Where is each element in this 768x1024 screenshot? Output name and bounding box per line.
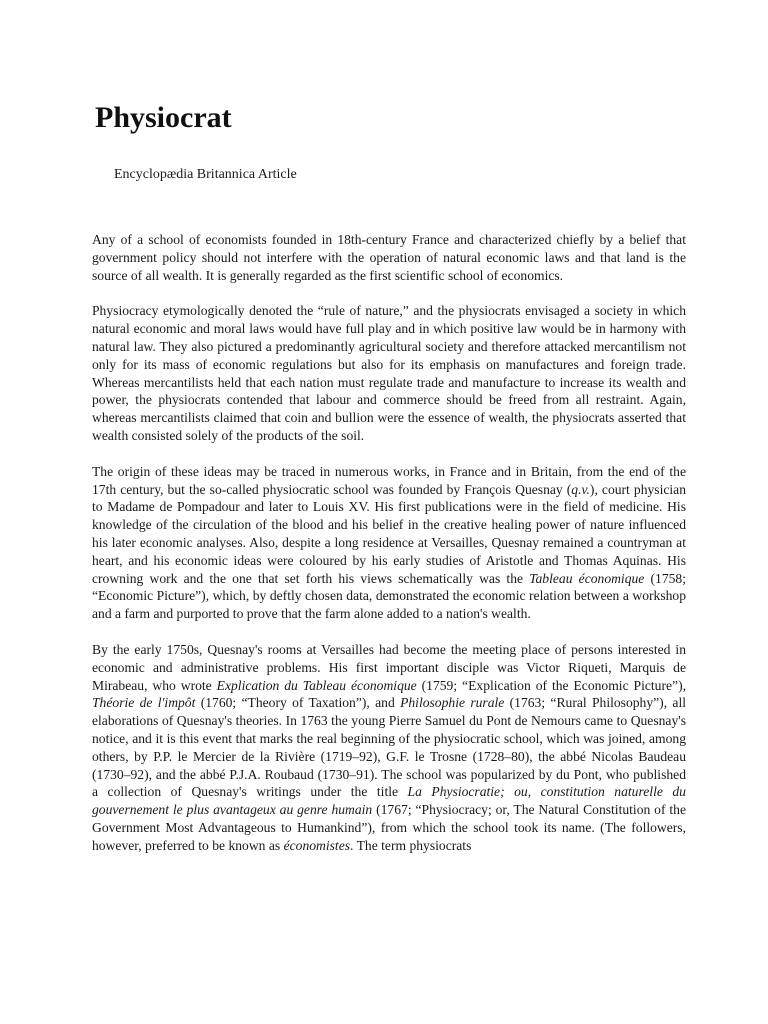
paragraph-3-text-a: The origin of these ideas may be traced in numerous works, in France and in Britain, from the end of the 17th century, but the so-called physiocratic school was founded by François Quesnay ( xyxy=(92,463,686,497)
paragraph-1: Any of a school of economists founded in 18th-century France and characterized chiefly by a belief that government policy should not interfere with the operation of natural economic laws and that land is the source of all wealth. It is generally regarded as the first scientific school of economics. xyxy=(92,232,686,283)
explication-title: Explication du Tableau économique xyxy=(216,677,417,693)
theorie-title: Théorie de l'impôt xyxy=(92,695,196,711)
paragraph-3-text-c: (1758; “Economic Picture”), which, by deftly chosen data, demonstrated the economic relation between a workshop and a farm and purported to prove that the farm alone added to a nation's wealth. xyxy=(92,570,686,622)
document-subtitle: Encyclopædia Britannica Article xyxy=(114,167,297,182)
paragraph-2: Physiocracy etymologically denoted the “rule of nature,” and the physiocrats envisaged a society in which natural economic and moral laws would have full play and in which positive law would be in harmony with natural law. They also pictured a predominantly agricultural society and therefore attacked mercantilism not only for its mass of economic regulations but also for its emphasis on manufactures and foreign trade. Whereas mercantilists held that each nation must regulate trade and manufacture to increase its wealth and power, the physiocrats contended that labour and commerce should be freed from all restraint. Again, whereas mercantilists claimed that coin and bullion were the essence of wealth, the physiocrats asserted that wealth consisted solely of the products of the soil. xyxy=(92,303,686,443)
qv-reference: q.v. xyxy=(571,481,590,497)
physiocratie-title: La Physiocratie; ou, constitution naturelle du gouvernement le plus avantageux au genre humain xyxy=(92,784,686,818)
paragraph-4-text-f: . The term physiocrats xyxy=(350,837,472,853)
paragraph-3 xyxy=(92,463,686,623)
document-body xyxy=(92,231,686,855)
paragraph-4-text-d: (1763; “Rural Philosophy”), all elaborations of Quesnay's theories. In 1763 the young Pierre Samuel du Pont de Nemours came to Quesnay's notice, and it is this event that marks the real beginning of the physiocratic school, which was joined, among others, by P.P. le Mercier de la Rivière (1719–92), G.F. le Trosne (1728–80), the abbé Nicolas Baudeau (1730–92), and the abbé P.J.A. Roubaud (1730–91). The school was popularized by du Pont, who published a collection of Quesnay's writings under the title xyxy=(92,695,687,800)
paragraph-4-text-a: By the early 1750s, Quesnay's rooms at Versailles had become the meeting place of persons interested in economic and administrative problems. His first important disciple was Victor Riqueti, Marquis de Mirabeau, who wrote xyxy=(92,641,686,693)
paragraph-4-text-e: (1767; “Physiocracy; or, The Natural Constitution of the Government Most Advantageous to Humankind”), from which the school took its name. (The followers, however, preferred to be known as xyxy=(92,802,686,853)
economistes-term: économistes xyxy=(283,837,351,853)
document-title: Physiocrat xyxy=(95,101,232,134)
document-page xyxy=(92,96,686,855)
paragraph-3-text-b: ), court physician to Madame de Pompadour and later to Louis XV. His first publications were in the field of medicine. His knowledge of the circulation of the blood and his belief in the creative healing power of nature influenced his later economic analyses. Also, despite a long residence at Versailles, Quesnay remained a countryman at heart, and his economic ideas were coloured by his early studies of Aristotle and Thomas Aquinas. His crowning work and the one that set forth his views schematically was the xyxy=(92,481,686,586)
tableau-title: Tableau économique xyxy=(529,570,645,586)
paragraph-4 xyxy=(92,641,686,855)
paragraph-4-text-b: (1759; “Explication of the Economic Picture”), xyxy=(416,677,686,693)
paragraph-4-text-c: (1760; “Theory of Taxation”), and xyxy=(195,695,401,711)
philosophie-title: Philosophie rurale xyxy=(400,695,505,711)
